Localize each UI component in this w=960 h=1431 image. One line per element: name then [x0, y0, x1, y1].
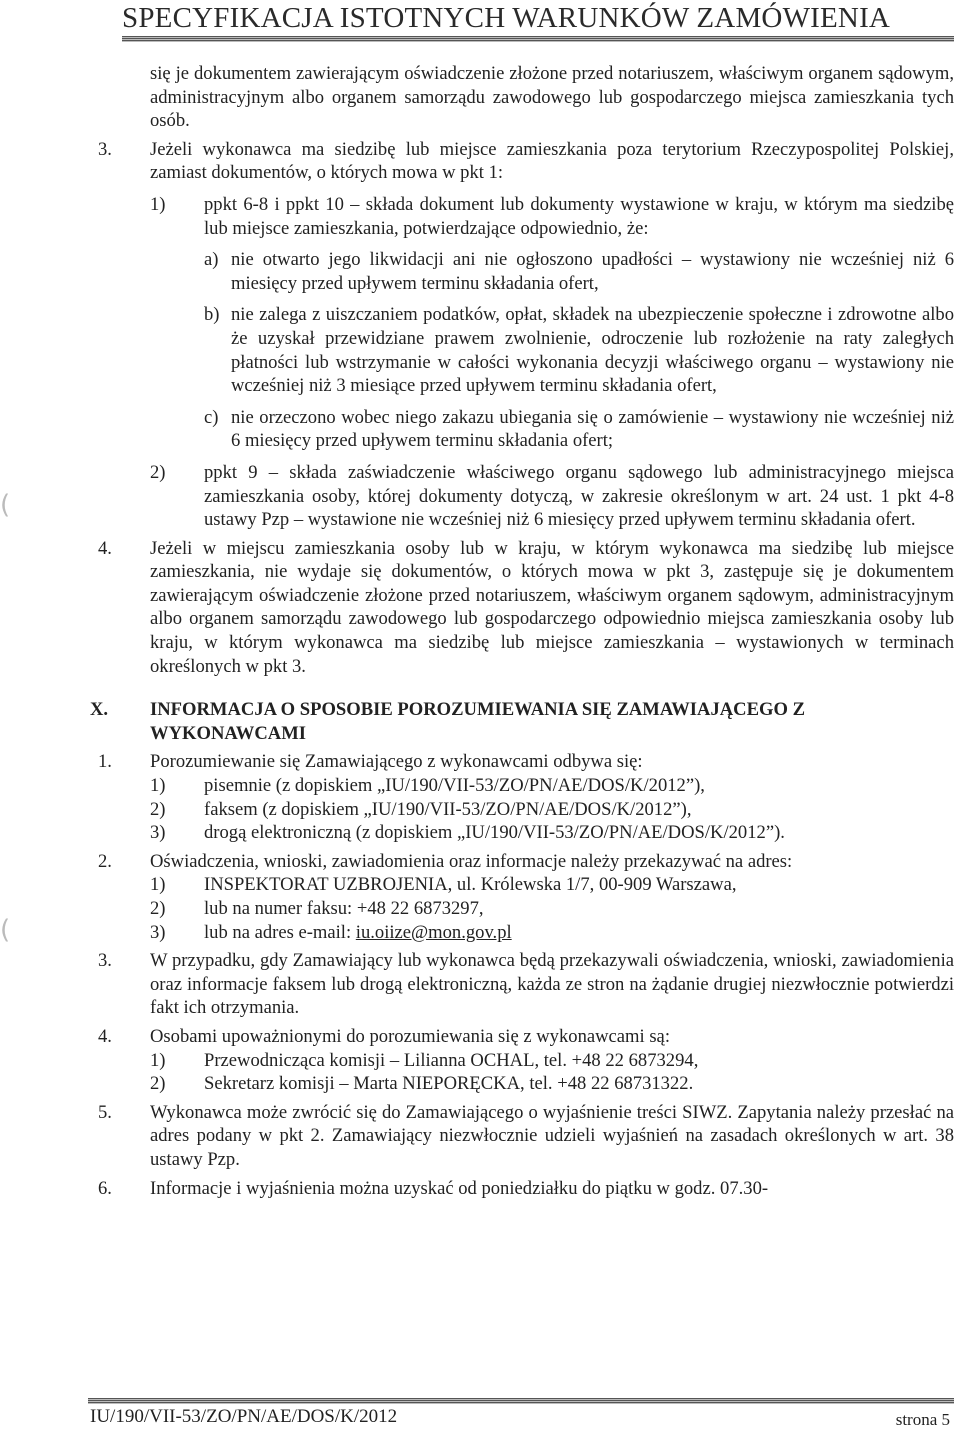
letter-item-b — [150, 303, 954, 397]
subpoint-2 — [150, 461, 954, 532]
margin-bracket-mark: ( — [0, 490, 11, 520]
letter-item-c — [150, 406, 954, 453]
subpoint-text: ppkt 9 – składa zaświadczenie właściwego organu sądowego lub administracyjnego miejsca zamieszkania osoby, której dokumenty dotyczą, w zakresie określonym w art. 24 ust. 1 pkt 4-8 ustawy Pzp – wystawione nie wcześniej niż 6 miesięcy przed upływem terminu składania ofert. — [204, 461, 954, 531]
list-item-text: Przewodnicząca komisji – Lilianna OCHAL, tel. +48 22 6873294, — [204, 1049, 699, 1071]
list-item-label: 1) — [150, 775, 166, 797]
list-item-text: drogą elektroniczną (z dopiskiem „IU/190/VII-53/ZO/PN/AE/DOS/K/2012”). — [204, 822, 785, 844]
list-item-label: 2) — [150, 798, 166, 820]
section-title: INFORMACJA O SPOSOBIE POROZUMIEWANIA SIĘ ZAMAWIAJĄCEGO Z WYKONAWCAMI — [150, 699, 805, 744]
margin-bracket-mark: ( — [0, 915, 11, 945]
list-item — [150, 1049, 954, 1073]
list-item-text: faksem (z dopiskiem „IU/190/VII-53/ZO/PN/AE/DOS/K/2012”), — [204, 798, 692, 820]
page-header-title: SPECYFIKACJA ISTOTNYCH WARUNKÓW ZAMÓWIENIA — [122, 2, 891, 34]
letter-text: nie orzeczono wobec niego zakazu ubiegania się o zamówienie – wystawiony nie wcześniej niż 6 miesięcy przed upływem terminu składania ofert; — [231, 406, 954, 452]
section-x-point-6 — [90, 1177, 954, 1201]
subpoint-1 — [150, 193, 954, 240]
point-text: W przypadku, gdy Zamawiający lub wykonawca będą przekazywali oświadczenia, wnioski, zawiadomienia oraz informacje faksem lub drogą elektroniczną, każda ze stron na żądanie drugiej niezwłocznie potwierdzi fakt ich otrzymania. — [150, 950, 954, 1019]
point-text: Jeżeli wykonawca ma siedzibę lub miejsce zamieszkania poza terytorium Rzeczypospolitej Polskiej, zamiast dokumentów, o których mowa w pkt 1: — [150, 138, 954, 184]
list-item-text — [204, 921, 954, 945]
footer-reference: IU/190/VII-53/ZO/PN/AE/DOS/K/2012 — [90, 1406, 398, 1427]
email-link[interactable]: iu.oiize@mon.gov.pl — [355, 921, 512, 943]
list-item-text: lub na numer faksu: +48 22 6873297, — [204, 898, 484, 919]
list-item-label: 1) — [150, 874, 166, 896]
intro-continuation: się je dokumentem zawierającym oświadczenie złożone przed notariuszem, właściwym organem sądowym, administracyjnym albo organem samorządu zawodowego lub gospodarczego miejsca zamieszkania tych osób. — [150, 63, 954, 132]
point-number: 4. — [98, 1025, 112, 1047]
subpoint-label: 1) — [150, 193, 166, 215]
section-x-point-2 — [90, 850, 954, 944]
list-item — [150, 1072, 954, 1096]
list-item-text: pisemnie (z dopiskiem „IU/190/VII-53/ZO/PN/AE/DOS/K/2012”), — [204, 775, 705, 797]
section-x-point-5 — [90, 1101, 954, 1172]
list-item — [150, 774, 954, 798]
point-number: 2. — [98, 850, 112, 872]
section-number: X. — [90, 699, 109, 721]
point-number: 1. — [98, 751, 112, 773]
list-item-label: 2) — [150, 898, 166, 919]
point-text: Jeżeli w miejscu zamieszkania osoby lub w kraju, w którym wykonawca ma siedzibę lub miejsce zamieszkania, nie wydaje się dokumentów, o których mowa w pkt 3, zastępuje się je dokumentem zawierającym oświadczenie złożone przed notariuszem, właściwym organem sądowym, administracyjnym albo organem samorządu zawodowego lub gospodarczego odpowiednio miejsca zamieszkania osoby lub kraju, w którym wykonawca ma siedzibę lub miejsce zamieszkania – wystawionych w terminach określonych w pkt 3. — [150, 537, 954, 677]
point-text: Oświadczenia, wnioski, zawiadomienia oraz informacje należy przekazywać na adres: — [150, 850, 793, 872]
list-item-label: 3) — [150, 921, 166, 943]
point-text: Informacje i wyjaśnienia można uzyskać od poniedziałku do piątku w godz. 07.30- — [150, 1177, 769, 1199]
point-3 — [90, 138, 954, 532]
point-text: Wykonawca może zwrócić się do Zamawiającego o wyjaśnienie treści SIWZ. Zapytania należy przesłać na adres podany w pkt 2. Zamawiający niezwłocznie udzieli wyjaśnień na zasadach określonych w art. 38 ustawy Pzp. — [150, 1101, 954, 1170]
subpoint-text: ppkt 6-8 i ppkt 10 – składa dokument lub dokumenty wystawione w kraju, w którym ma siedzibę lub miejsce zamieszkania, potwierdzające odpowiednio, że: — [204, 193, 954, 239]
section-heading-x — [90, 698, 954, 745]
letter-text: nie zalega z uiszczaniem podatków, opłat, składek na ubezpieczenie społeczne i zdrowotne albo że uzyskał przewidziane prawem zwolnienie, odroczenie lub rozłożenie na raty zaległych płatności lub wstrzymanie w całości wykonania decyzji właściwego organu – wystawiony nie wcześniej niż 3 miesiące przed upływem terminu składania ofert, — [231, 304, 954, 397]
list-item — [150, 798, 954, 822]
section-x-point-1 — [90, 750, 954, 844]
point-number: 5. — [98, 1101, 112, 1123]
subpoint-label: 2) — [150, 461, 166, 483]
list-item-text: INSPEKTORAT UZBROJENIA, ul. Królewska 1/7, 00-909 Warszawa, — [204, 874, 737, 896]
list-item — [150, 873, 954, 897]
letter-label: b) — [204, 304, 220, 326]
list-item-label: 1) — [150, 1049, 166, 1071]
header-rule — [122, 36, 954, 42]
letter-label: a) — [204, 249, 219, 271]
section-x-point-4 — [90, 1025, 954, 1096]
letter-label: c) — [204, 406, 219, 428]
email-prefix: lub na adres e-mail: — [204, 921, 356, 943]
point-number: 3. — [98, 138, 112, 160]
point-number: 4. — [98, 537, 112, 559]
point-number: 6. — [98, 1177, 112, 1199]
list-item-text: Sekretarz komisji – Marta NIEPORĘCKA, tel. +48 22 68731322. — [204, 1073, 694, 1095]
section-x-point-3 — [90, 949, 954, 1020]
letter-item-a — [150, 248, 954, 295]
letter-text: nie otwarto jego likwidacji ani nie ogłoszono upadłości – wystawiony nie wcześniej niż 6 miesięcy przed upływem terminu składania ofert, — [231, 249, 954, 294]
footer-rule — [88, 1398, 954, 1404]
list-item — [150, 821, 954, 845]
point-number: 3. — [98, 950, 112, 972]
list-item-label: 3) — [150, 822, 166, 844]
list-item — [150, 897, 954, 921]
document-body — [90, 62, 954, 1200]
point-text: Osobami upoważnionymi do porozumiewania się z wykonawcami są: — [150, 1025, 670, 1047]
list-item — [150, 921, 954, 945]
point-text: Porozumiewanie się Zamawiającego z wykonawcami odbywa się: — [150, 751, 643, 773]
point-4 — [90, 537, 954, 679]
footer-page-number: strona 5 — [895, 1410, 950, 1429]
list-item-label: 2) — [150, 1073, 166, 1095]
